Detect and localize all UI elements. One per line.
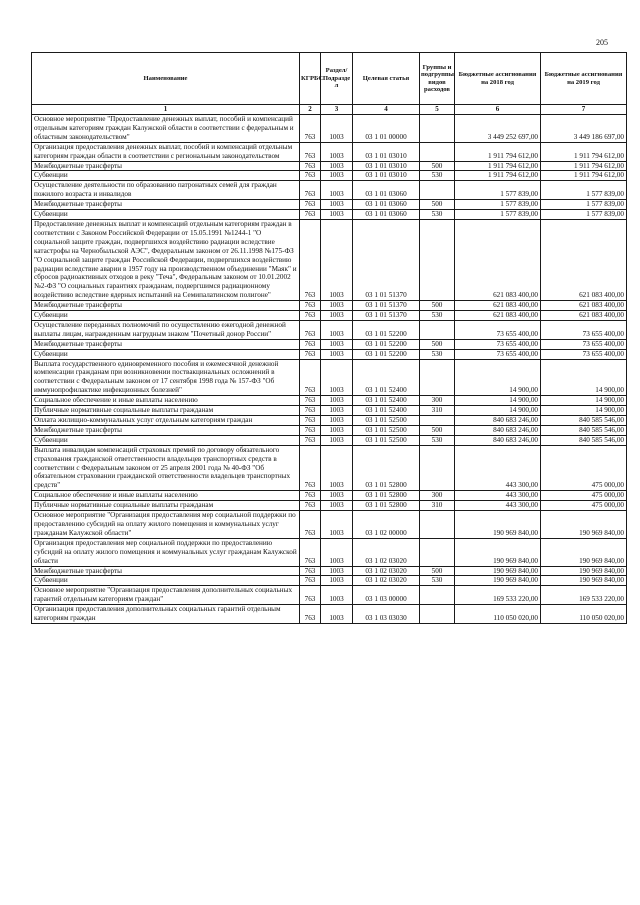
row-section: 1003 — [321, 396, 353, 406]
header-name: Наименование — [32, 53, 300, 105]
row-kgrbs: 763 — [300, 200, 321, 210]
row-section: 1003 — [321, 142, 353, 161]
row-amount-2019: 475 000,00 — [541, 491, 627, 501]
row-target: 03 1 01 52800 — [353, 445, 420, 491]
row-name: Основное мероприятие "Предоставление денежных выплат, пособий и компенсаций отдельным категориям граждан Калужской области в соответствии с федеральным и областным законодательством" — [32, 115, 300, 143]
row-group: 530 — [420, 171, 455, 181]
row-kgrbs: 763 — [300, 576, 321, 586]
table-row — [32, 435, 627, 445]
row-name: Выплата инвалидам компенсаций страховых премий по договору обязательного страхования гражданской ответственности владельцев транспортных средств в соответствии с Федеральным законом от 25 апреля 2001 года № 40-ФЗ "Об обязательном страховании гражданской ответственности владельцев транспортных средств" — [32, 445, 300, 491]
row-section: 1003 — [321, 605, 353, 624]
row-amount-2019: 475 000,00 — [541, 501, 627, 511]
row-section: 1003 — [321, 501, 353, 511]
row-amount-2018: 840 683 246,00 — [455, 425, 541, 435]
row-group: 300 — [420, 396, 455, 406]
row-section: 1003 — [321, 586, 353, 605]
row-amount-2018: 73 655 400,00 — [455, 320, 541, 339]
row-target: 03 1 01 52200 — [353, 320, 420, 339]
row-amount-2019: 840 585 546,00 — [541, 425, 627, 435]
row-section: 1003 — [321, 339, 353, 349]
row-name: Предоставление денежных выплат и компенсаций отдельным категориям граждан в соответствии с Законом Российской Федерации от 15.05.1991 №1244-1 "О социальной защите граждан, подвергшихся воздействию радиации вследствие катастрофы на Чернобыльской АЭС", Федеральным законом от 26.11.1998 №175-ФЗ "О социальной защите граждан Российской Федерации, подвергшихся воздействию радиации вследствие аварии в 1957 году на производственном объединении "Маяк" и сбросов радиоактивных отходов в реку "Теча", Федеральным законом от 10.01.2002 №2-ФЗ "О социальных гарантиях гражданам, подвергшимся радиационному воздействию вследствие ядерных испытаний на Семипалатинском полигоне" — [32, 219, 300, 300]
row-amount-2019: 1 911 794 612,00 — [541, 142, 627, 161]
row-target: 03 1 01 03010 — [353, 161, 420, 171]
row-amount-2019: 3 449 186 697,00 — [541, 115, 627, 143]
row-target: 03 1 01 52500 — [353, 416, 420, 426]
row-kgrbs: 763 — [300, 320, 321, 339]
row-amount-2018: 840 683 246,00 — [455, 435, 541, 445]
row-target: 03 1 01 03060 — [353, 210, 420, 220]
row-target: 03 1 01 52500 — [353, 425, 420, 435]
row-amount-2018: 443 300,00 — [455, 445, 541, 491]
row-group: 530 — [420, 576, 455, 586]
row-amount-2018: 443 300,00 — [455, 491, 541, 501]
row-group — [420, 586, 455, 605]
row-amount-2018: 840 683 246,00 — [455, 416, 541, 426]
row-group: 530 — [420, 349, 455, 359]
table-row — [32, 511, 627, 539]
row-name: Организация предоставления дополнительных социальных гарантий отдельным категориям граждан — [32, 605, 300, 624]
row-name: Социальное обеспечение и иные выплаты населению — [32, 491, 300, 501]
table-row — [32, 219, 627, 300]
row-name: Межбюджетные трансферты — [32, 161, 300, 171]
row-amount-2018: 1 911 794 612,00 — [455, 161, 541, 171]
row-group — [420, 181, 455, 200]
row-amount-2019: 1 911 794 612,00 — [541, 171, 627, 181]
row-kgrbs: 763 — [300, 435, 321, 445]
row-name: Межбюджетные трансферты — [32, 566, 300, 576]
row-name: Организация предоставления денежных выплат, пособий и компенсаций отдельным категориям граждан области в соответствии с региональным законодательством — [32, 142, 300, 161]
row-group — [420, 219, 455, 300]
row-target: 03 1 02 03020 — [353, 576, 420, 586]
row-target: 03 1 01 52400 — [353, 359, 420, 396]
row-amount-2019: 1 577 839,00 — [541, 181, 627, 200]
row-amount-2019: 169 533 220,00 — [541, 586, 627, 605]
row-amount-2019: 1 577 839,00 — [541, 210, 627, 220]
row-amount-2018: 621 083 400,00 — [455, 301, 541, 311]
row-group: 300 — [420, 491, 455, 501]
row-section: 1003 — [321, 210, 353, 220]
table-row — [32, 445, 627, 491]
row-name: Межбюджетные трансферты — [32, 200, 300, 210]
table-row — [32, 406, 627, 416]
column-number: 3 — [321, 105, 353, 115]
row-amount-2019: 14 900,00 — [541, 406, 627, 416]
table-row — [32, 349, 627, 359]
row-amount-2018: 190 969 840,00 — [455, 576, 541, 586]
column-number: 5 — [420, 105, 455, 115]
row-amount-2019: 840 585 546,00 — [541, 416, 627, 426]
row-amount-2019: 621 083 400,00 — [541, 311, 627, 321]
row-name: Осуществление переданных полномочий по осуществлению ежегодной денежной выплаты лицам, награжденным нагрудным знаком "Почетный донор России" — [32, 320, 300, 339]
table-row — [32, 576, 627, 586]
row-target: 03 1 02 00000 — [353, 511, 420, 539]
row-name: Субвенции — [32, 349, 300, 359]
table-row — [32, 301, 627, 311]
row-target: 03 1 03 00000 — [353, 586, 420, 605]
row-amount-2018: 110 050 020,00 — [455, 605, 541, 624]
row-group — [420, 359, 455, 396]
row-group — [420, 538, 455, 566]
row-group: 500 — [420, 566, 455, 576]
row-name: Оплата жилищно-коммунальных услуг отдельным категориям граждан — [32, 416, 300, 426]
row-name: Публичные нормативные социальные выплаты гражданам — [32, 501, 300, 511]
row-group: 310 — [420, 406, 455, 416]
table-row — [32, 566, 627, 576]
row-section: 1003 — [321, 301, 353, 311]
row-group — [420, 115, 455, 143]
row-amount-2019: 840 585 546,00 — [541, 435, 627, 445]
row-target: 03 1 01 52200 — [353, 349, 420, 359]
row-group: 500 — [420, 425, 455, 435]
table-row — [32, 416, 627, 426]
row-name: Социальное обеспечение и иные выплаты населению — [32, 396, 300, 406]
row-amount-2019: 621 083 400,00 — [541, 301, 627, 311]
row-amount-2019: 190 969 840,00 — [541, 538, 627, 566]
row-amount-2019: 621 083 400,00 — [541, 219, 627, 300]
row-amount-2019: 14 900,00 — [541, 396, 627, 406]
row-name: Выплата государственного единовременного пособия и ежемесячной денежной компенсации гражданам при возникновении поствакцинальных осложнений в соответствии с Федеральным законом от 17 сентября 1998 года № 157-ФЗ "Об иммунопрофилактике инфекционных болезней" — [32, 359, 300, 396]
header-row — [32, 53, 627, 105]
table-row — [32, 181, 627, 200]
row-target: 03 1 01 51370 — [353, 311, 420, 321]
row-target: 03 1 01 52800 — [353, 501, 420, 511]
row-section: 1003 — [321, 219, 353, 300]
row-target: 03 1 01 51370 — [353, 301, 420, 311]
row-kgrbs: 763 — [300, 501, 321, 511]
row-name: Субвенции — [32, 435, 300, 445]
row-name: Субвенции — [32, 210, 300, 220]
row-amount-2018: 1 911 794 612,00 — [455, 171, 541, 181]
table-row — [32, 339, 627, 349]
row-amount-2018: 14 900,00 — [455, 396, 541, 406]
row-group: 530 — [420, 311, 455, 321]
table-row — [32, 115, 627, 143]
row-group: 500 — [420, 200, 455, 210]
row-kgrbs: 763 — [300, 161, 321, 171]
row-amount-2018: 3 449 252 697,00 — [455, 115, 541, 143]
row-amount-2018: 14 900,00 — [455, 359, 541, 396]
row-target: 03 1 01 03060 — [353, 181, 420, 200]
table-row — [32, 396, 627, 406]
row-amount-2019: 190 969 840,00 — [541, 511, 627, 539]
header-section: Раздел/ Подразде л — [321, 53, 353, 105]
row-kgrbs: 763 — [300, 349, 321, 359]
row-amount-2019: 1 911 794 612,00 — [541, 161, 627, 171]
row-amount-2018: 190 969 840,00 — [455, 538, 541, 566]
column-number: 6 — [455, 105, 541, 115]
row-amount-2019: 73 655 400,00 — [541, 339, 627, 349]
row-amount-2019: 190 969 840,00 — [541, 576, 627, 586]
row-group: 500 — [420, 301, 455, 311]
row-section: 1003 — [321, 115, 353, 143]
row-kgrbs: 763 — [300, 359, 321, 396]
row-kgrbs: 763 — [300, 416, 321, 426]
row-amount-2018: 621 083 400,00 — [455, 219, 541, 300]
row-group: 310 — [420, 501, 455, 511]
row-kgrbs: 763 — [300, 566, 321, 576]
table-row — [32, 586, 627, 605]
row-name: Осуществление деятельности по образованию патронатных семей для граждан пожилого возраста и инвалидов — [32, 181, 300, 200]
row-name: Публичные нормативные социальные выплаты гражданам — [32, 406, 300, 416]
column-number: 1 — [32, 105, 300, 115]
table-body — [32, 115, 627, 624]
row-target: 03 1 01 52800 — [353, 491, 420, 501]
column-number: 7 — [541, 105, 627, 115]
budget-table — [31, 52, 627, 624]
row-kgrbs: 763 — [300, 406, 321, 416]
table-row — [32, 491, 627, 501]
row-section: 1003 — [321, 320, 353, 339]
table-row — [32, 359, 627, 396]
row-section: 1003 — [321, 491, 353, 501]
column-number: 4 — [353, 105, 420, 115]
table-row — [32, 538, 627, 566]
row-section: 1003 — [321, 566, 353, 576]
row-amount-2019: 73 655 400,00 — [541, 320, 627, 339]
row-kgrbs: 763 — [300, 142, 321, 161]
row-name: Субвенции — [32, 311, 300, 321]
row-kgrbs: 763 — [300, 210, 321, 220]
row-amount-2018: 1 577 839,00 — [455, 181, 541, 200]
row-section: 1003 — [321, 416, 353, 426]
row-group: 500 — [420, 339, 455, 349]
row-group: 530 — [420, 210, 455, 220]
table-row — [32, 171, 627, 181]
row-kgrbs: 763 — [300, 605, 321, 624]
header-2019: Бюджетные ассигнования на 2019 год — [541, 53, 627, 105]
row-group — [420, 320, 455, 339]
row-kgrbs: 763 — [300, 115, 321, 143]
row-kgrbs: 763 — [300, 396, 321, 406]
row-amount-2018: 1 577 839,00 — [455, 200, 541, 210]
row-group: 500 — [420, 161, 455, 171]
row-amount-2018: 1 911 794 612,00 — [455, 142, 541, 161]
row-amount-2018: 73 655 400,00 — [455, 349, 541, 359]
row-group: 530 — [420, 435, 455, 445]
row-target: 03 1 01 51370 — [353, 219, 420, 300]
row-amount-2019: 14 900,00 — [541, 359, 627, 396]
row-amount-2018: 190 969 840,00 — [455, 511, 541, 539]
row-section: 1003 — [321, 311, 353, 321]
row-target: 03 1 02 03020 — [353, 566, 420, 576]
row-name: Субвенции — [32, 576, 300, 586]
row-target: 03 1 01 03010 — [353, 171, 420, 181]
table-row — [32, 311, 627, 321]
table-row — [32, 142, 627, 161]
row-group — [420, 142, 455, 161]
row-target: 03 1 01 52200 — [353, 339, 420, 349]
row-section: 1003 — [321, 445, 353, 491]
row-amount-2019: 1 577 839,00 — [541, 200, 627, 210]
column-number-row — [32, 105, 627, 115]
row-amount-2019: 110 050 020,00 — [541, 605, 627, 624]
row-section: 1003 — [321, 181, 353, 200]
row-section: 1003 — [321, 200, 353, 210]
row-section: 1003 — [321, 406, 353, 416]
row-target: 03 1 03 03030 — [353, 605, 420, 624]
row-target: 03 1 01 52400 — [353, 406, 420, 416]
table-row — [32, 320, 627, 339]
row-amount-2018: 14 900,00 — [455, 406, 541, 416]
row-kgrbs: 763 — [300, 171, 321, 181]
page-number: 205 — [596, 38, 608, 47]
row-kgrbs: 763 — [300, 181, 321, 200]
column-number: 2 — [300, 105, 321, 115]
row-name: Организация предоставления мер социальной поддержки по предоставлению субсидий на оплату жилого помещения и коммунальных услуг гражданам Калужской области — [32, 538, 300, 566]
row-amount-2018: 190 969 840,00 — [455, 566, 541, 576]
row-amount-2018: 169 533 220,00 — [455, 586, 541, 605]
row-target: 03 1 01 03060 — [353, 200, 420, 210]
row-name: Межбюджетные трансферты — [32, 339, 300, 349]
row-amount-2019: 73 655 400,00 — [541, 349, 627, 359]
row-kgrbs: 763 — [300, 511, 321, 539]
row-group — [420, 416, 455, 426]
row-target: 03 1 01 52400 — [353, 396, 420, 406]
table-row — [32, 200, 627, 210]
row-group — [420, 605, 455, 624]
row-target: 03 1 01 52500 — [353, 435, 420, 445]
row-kgrbs: 763 — [300, 339, 321, 349]
row-target: 03 1 02 03020 — [353, 538, 420, 566]
table-row — [32, 501, 627, 511]
row-name: Основное мероприятие "Организация предоставления мер социальной поддержки по предоставлению субсидий на оплату жилого помещения и коммунальных услуг гражданам Калужской области" — [32, 511, 300, 539]
row-kgrbs: 763 — [300, 445, 321, 491]
row-name: Межбюджетные трансферты — [32, 301, 300, 311]
header-2018: Бюджетные ассигнования на 2018 год — [455, 53, 541, 105]
row-group — [420, 511, 455, 539]
header-kgrbs: КГРБС — [300, 53, 321, 105]
row-kgrbs: 763 — [300, 538, 321, 566]
row-name: Субвенции — [32, 171, 300, 181]
row-amount-2018: 621 083 400,00 — [455, 311, 541, 321]
row-section: 1003 — [321, 435, 353, 445]
row-kgrbs: 763 — [300, 219, 321, 300]
row-amount-2018: 443 300,00 — [455, 501, 541, 511]
row-amount-2019: 190 969 840,00 — [541, 566, 627, 576]
row-kgrbs: 763 — [300, 491, 321, 501]
row-amount-2018: 1 577 839,00 — [455, 210, 541, 220]
row-section: 1003 — [321, 171, 353, 181]
row-name: Основное мероприятие "Организация предоставления дополнительных социальных гарантий отдельным категориям граждан" — [32, 586, 300, 605]
row-kgrbs: 763 — [300, 311, 321, 321]
header-group: Группы и подгруппы видов расходов — [420, 53, 455, 105]
row-section: 1003 — [321, 576, 353, 586]
table-row — [32, 161, 627, 171]
row-target: 03 1 01 03010 — [353, 142, 420, 161]
row-name: Межбюджетные трансферты — [32, 425, 300, 435]
row-section: 1003 — [321, 511, 353, 539]
row-section: 1003 — [321, 359, 353, 396]
row-section: 1003 — [321, 538, 353, 566]
row-kgrbs: 763 — [300, 301, 321, 311]
table-row — [32, 210, 627, 220]
row-section: 1003 — [321, 161, 353, 171]
row-section: 1003 — [321, 349, 353, 359]
table-row — [32, 605, 627, 624]
row-kgrbs: 763 — [300, 425, 321, 435]
row-section: 1003 — [321, 425, 353, 435]
table-row — [32, 425, 627, 435]
row-amount-2018: 73 655 400,00 — [455, 339, 541, 349]
row-amount-2019: 475 000,00 — [541, 445, 627, 491]
row-group — [420, 445, 455, 491]
header-target: Целевая статья — [353, 53, 420, 105]
row-kgrbs: 763 — [300, 586, 321, 605]
row-target: 03 1 01 00000 — [353, 115, 420, 143]
